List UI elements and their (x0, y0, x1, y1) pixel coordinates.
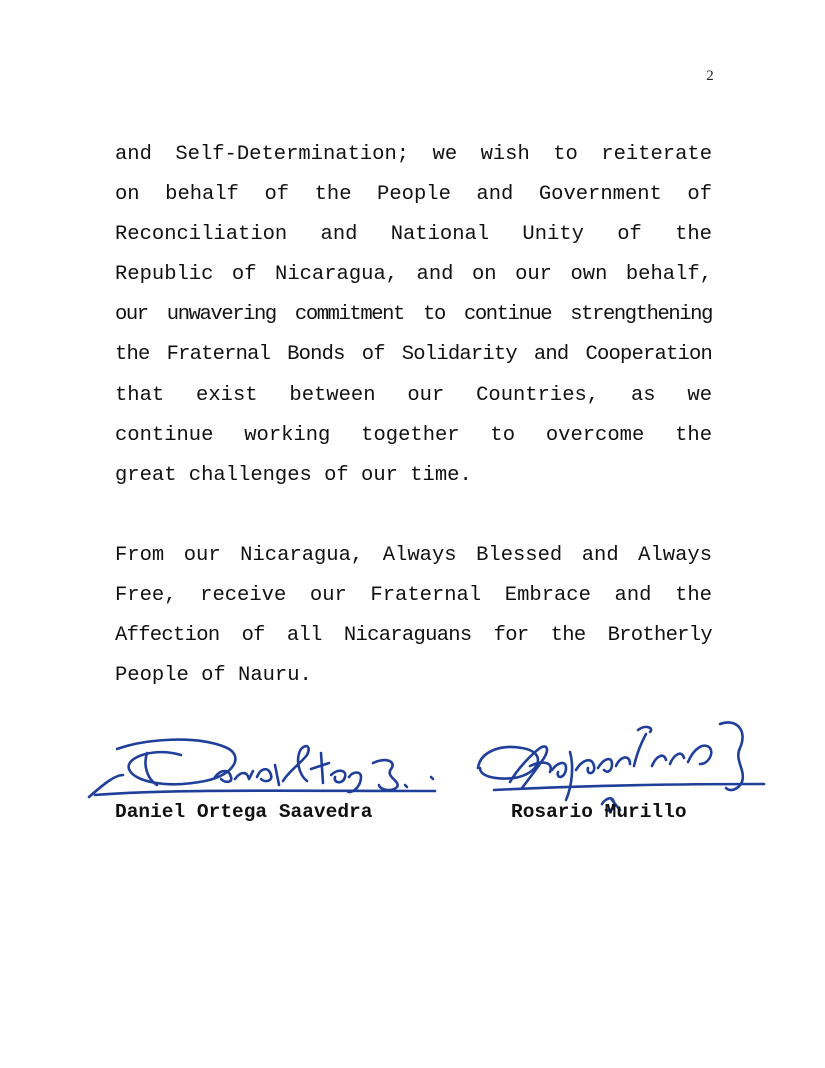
text-line: on behalf of the People and Government of (115, 183, 712, 207)
page-number: 2 (706, 68, 714, 84)
signature-daniel-ortega (85, 725, 445, 805)
paragraph-closing-commitment (115, 135, 712, 496)
text-line: continue working together to overcome the (115, 423, 712, 447)
paragraph-fraternal-embrace (115, 536, 712, 696)
text-line: great challenges of our time. (115, 463, 472, 487)
text-line: our unwavering commitment to continue strengthening (115, 303, 712, 327)
text-line: and Self-Determination; we wish to reiterate (115, 143, 712, 166)
text-line: that exist between our Countries, as we (115, 383, 712, 407)
signature-block (0, 700, 825, 840)
text-line: People of Nauru. (115, 664, 312, 688)
text-line: Free, receive our Fraternal Embrace and the (115, 584, 712, 608)
text-line: Reconciliation and National Unity of the (115, 223, 712, 247)
text-line: the Fraternal Bonds of Solidarity and Cooperation (115, 343, 712, 367)
signer-name-daniel-ortega: Daniel Ortega Saavedra (115, 801, 373, 823)
text-line: Republic of Nicaragua, and on our own behalf, (115, 263, 712, 287)
text-line: From our Nicaragua, Always Blessed and Always (115, 544, 712, 567)
signer-name-rosario-murillo: Rosario Murillo (511, 801, 687, 823)
text-line: Affection of all Nicaraguans for the Brotherly (115, 624, 712, 648)
